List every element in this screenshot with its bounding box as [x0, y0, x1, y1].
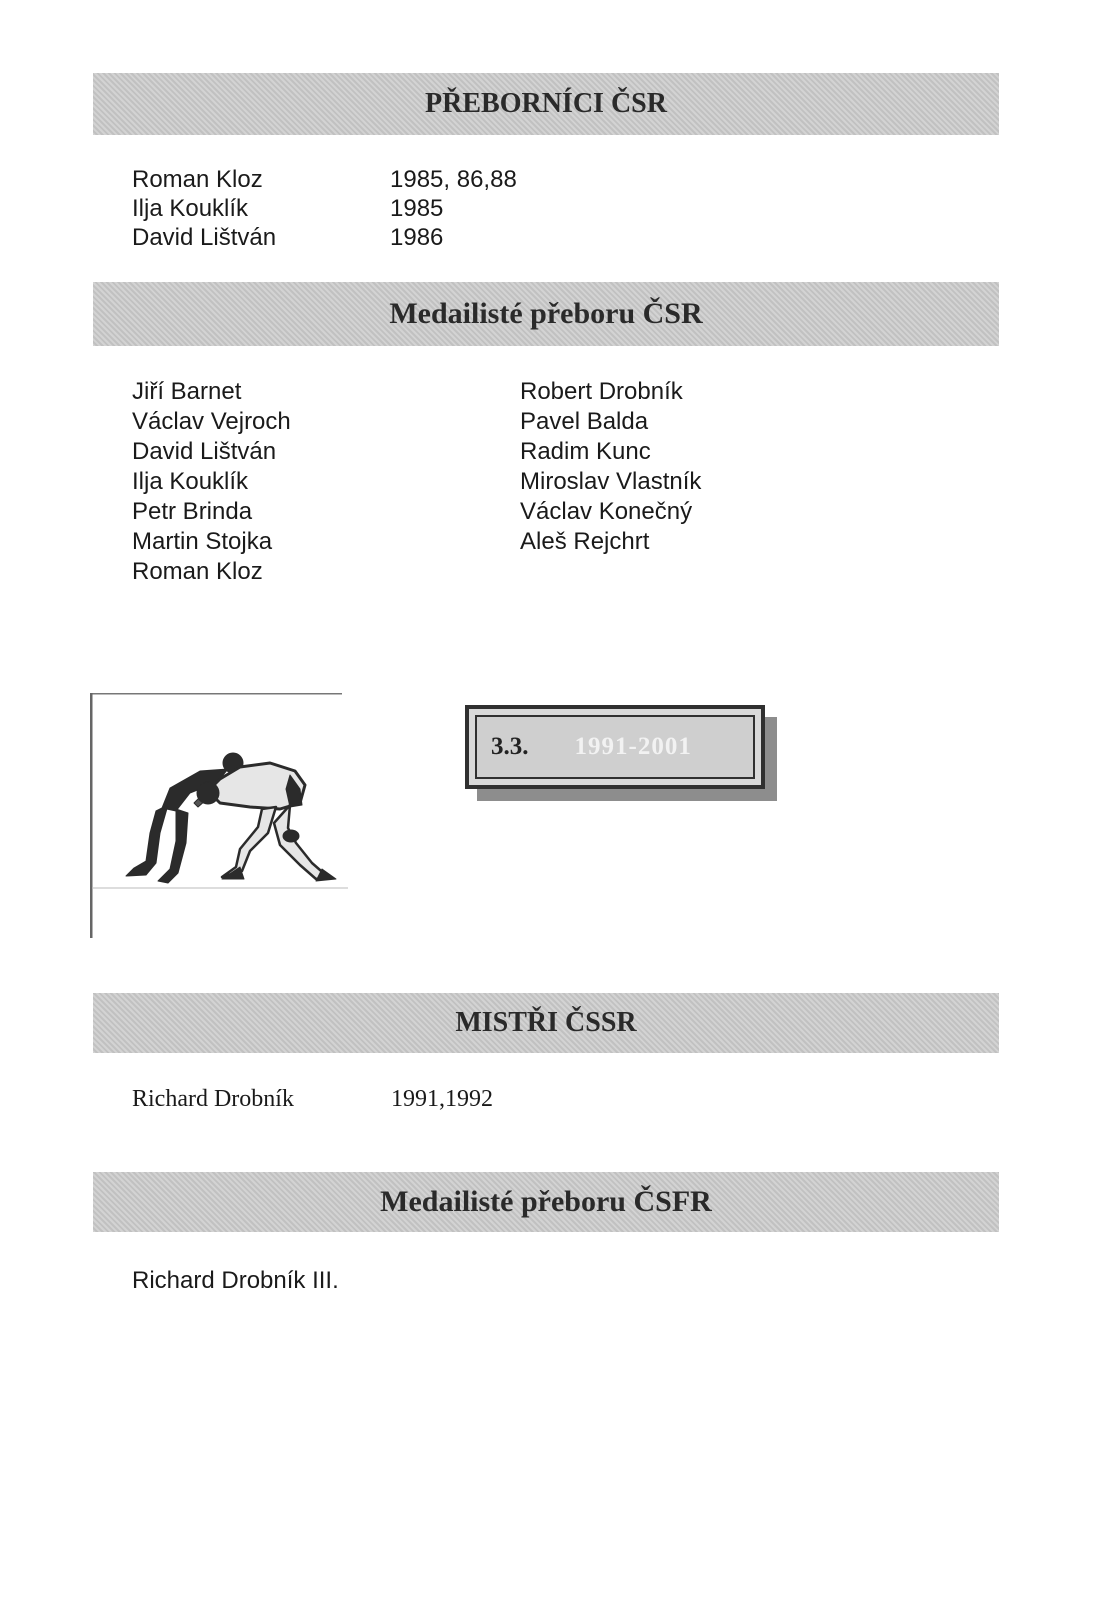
- list-item: Radim Kunc: [520, 438, 651, 465]
- wrestlers-icon: [90, 693, 350, 953]
- period-number: 3.3.: [491, 733, 529, 760]
- csfr-medalist-1: Richard Drobník III.: [132, 1267, 339, 1294]
- list-item: Miroslav Vlastník: [520, 468, 702, 495]
- master-years-1: 1991,1992: [391, 1086, 493, 1112]
- section-header-medailiste-csfr: [93, 1172, 999, 1232]
- list-item: Roman Kloz: [132, 558, 263, 585]
- list-item: Pavel Balda: [520, 408, 649, 435]
- section-header-mistri: [93, 993, 999, 1053]
- section-header-medailiste-csr: [93, 282, 999, 346]
- section-title: MISTŘI ČSSR: [455, 1007, 637, 1038]
- list-item: Václav Konečný: [520, 498, 693, 525]
- champion-years-3: 1986: [390, 224, 444, 251]
- box-inner-frame: [475, 715, 755, 779]
- list-item: Petr Brinda: [132, 498, 253, 525]
- medalist-list-left: [132, 377, 291, 587]
- wrestlers-illustration: [90, 693, 350, 953]
- champion-years-2: 1985: [390, 195, 444, 222]
- section-title: Medailisté přeboru ČSFR: [380, 1185, 712, 1218]
- champion-name-3: David Lištván: [132, 224, 277, 251]
- champion-name-1: Roman Kloz: [132, 166, 263, 193]
- section-title: PŘEBORNÍCI ČSR: [425, 88, 667, 119]
- list-item: Robert Drobník: [520, 378, 683, 405]
- medalist-list-right: [520, 377, 701, 557]
- list-item: Václav Vejroch: [132, 408, 291, 435]
- list-item: David Lištván: [132, 438, 277, 465]
- period-years: 1991-2001: [574, 733, 692, 760]
- section-header-preborници: [93, 73, 999, 135]
- list-item: Aleš Rejchrt: [520, 528, 650, 555]
- master-name-1: Richard Drobník: [132, 1086, 294, 1112]
- champion-name-2: Ilja Kouklík: [132, 195, 249, 222]
- box-outer-frame: [465, 705, 765, 789]
- list-item: Ilja Kouklík: [132, 468, 249, 495]
- section-title: Medailisté přeboru ČSR: [389, 297, 703, 330]
- list-item: Jiří Barnet: [132, 378, 242, 405]
- champion-years-1: 1985, 86,88: [390, 166, 517, 193]
- list-item: Martin Stojka: [132, 528, 273, 555]
- period-heading-box: [465, 705, 765, 789]
